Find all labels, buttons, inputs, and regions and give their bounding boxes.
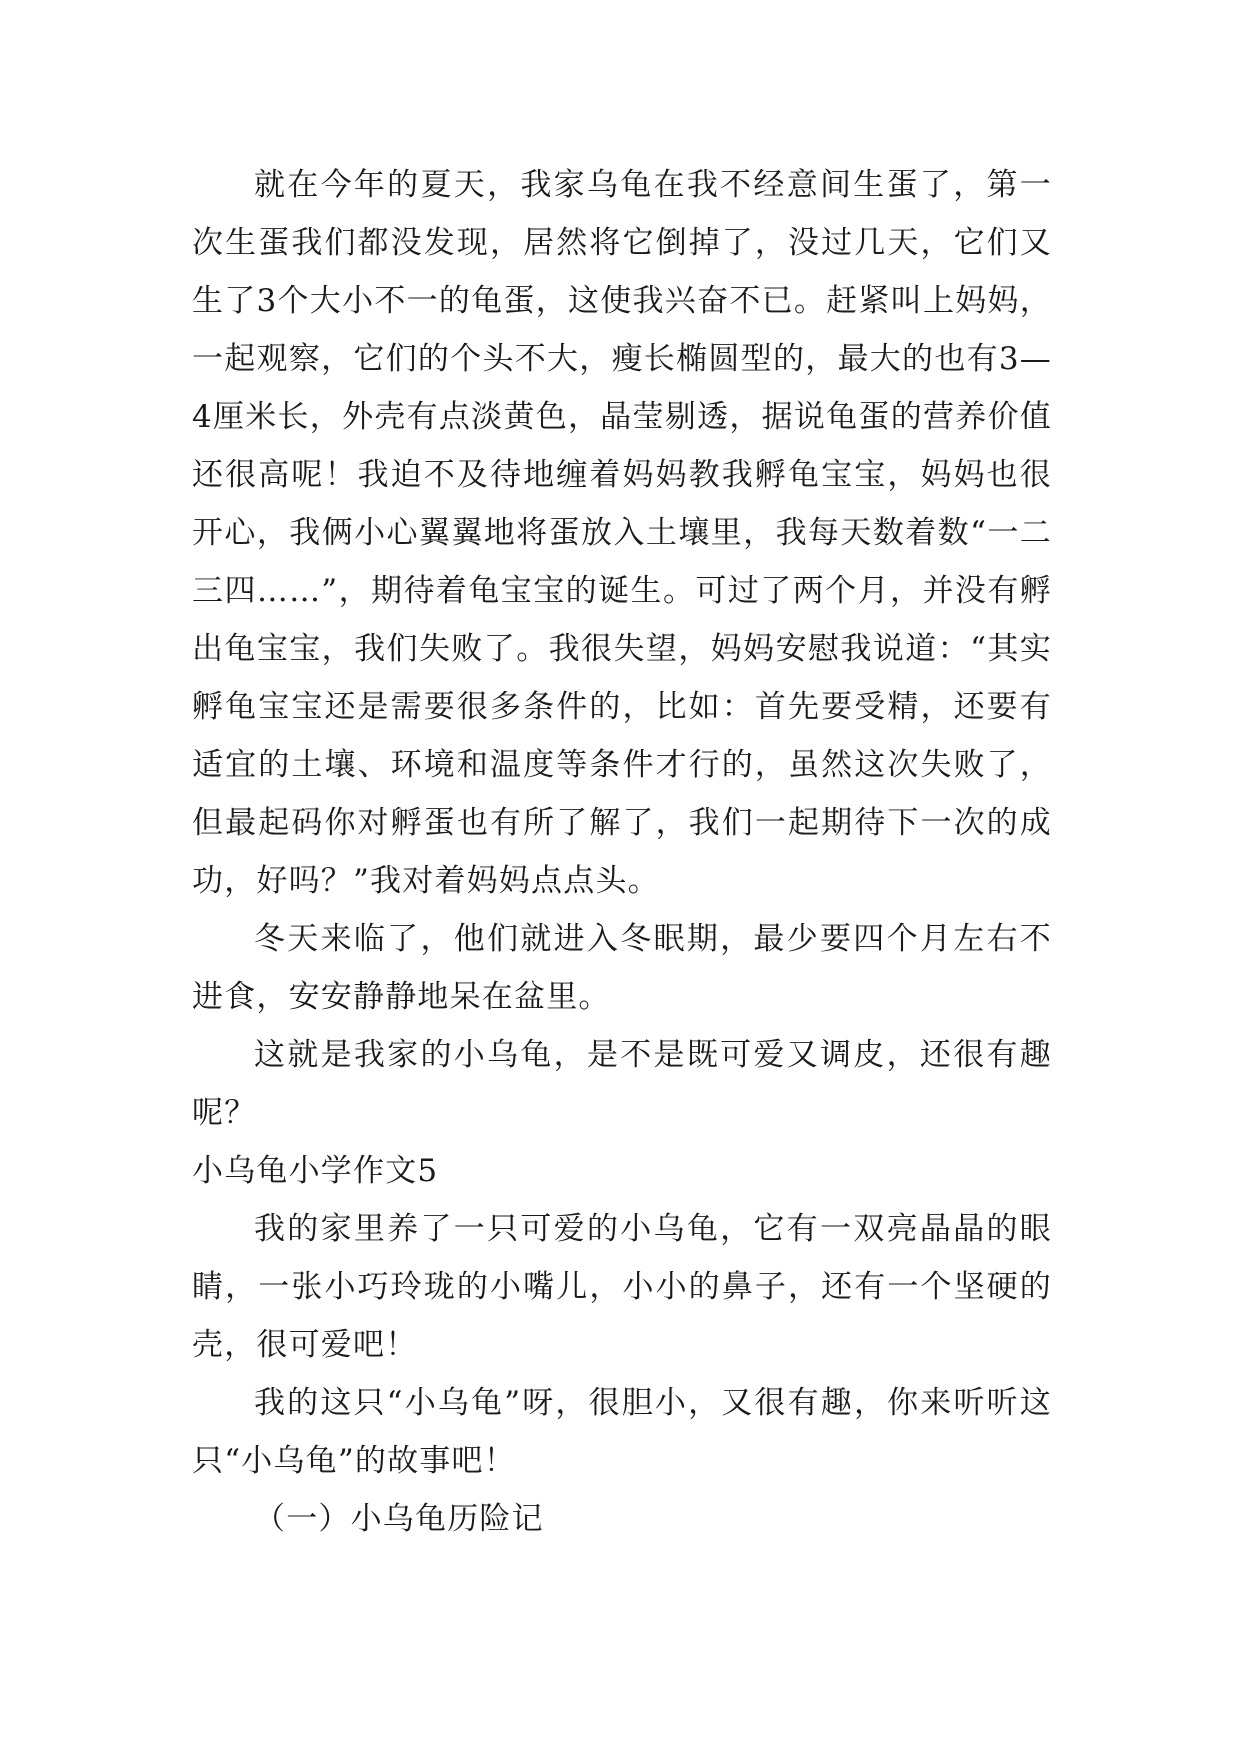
paragraph-conclusion: 这就是我家的小乌龟，是不是既可爱又调皮，还很有趣呢？ (192, 1037, 1052, 1131)
paragraph-hibernation: 冬天来临了，他们就进入冬眠期，最少要四个月左右不进食，安安静静地呆在盆里。 (192, 921, 1052, 1015)
paragraph-story-intro: 我的这只“小乌龟”呀，很胆小，又很有趣，你来听听这只“小乌龟”的故事吧！ (192, 1385, 1052, 1479)
section-title: 小乌龟小学作文5 (192, 1153, 439, 1189)
paragraph-turtle-description: 我的家里养了一只可爱的小乌龟，它有一双亮晶晶的眼睛，一张小巧玲珑的小嘴儿，小小的鼻子，还有一个坚硬的壳，很可爱吧！ (192, 1211, 1052, 1363)
subsection-title: （一）小乌龟历险记 (254, 1501, 544, 1537)
document-page (192, 156, 1052, 1548)
paragraph-turtle-eggs: 就在今年的夏天，我家乌龟在我不经意间生蛋了，第一次生蛋我们都没发现，居然将它倒掉了，没过几天，它们又生了3个大小不一的龟蛋，这使我兴奋不已。赶紧叫上妈妈，一起观察，它们的个头不大，瘦长椭圆型的，最大的也有3—4厘米长，外壳有点淡黄色，晶莹剔透，据说龟蛋的营养价值还很高呢！我迫不及待地缠着妈妈教我孵龟宝宝，妈妈也很开心，我俩小心翼翼地将蛋放入土壤里，我每天数着数“一二三四……”，期待着龟宝宝的诞生。可过了两个月，并没有孵出龟宝宝，我们失败了。我很失望，妈妈安慰我说道：“其实孵龟宝宝还是需要很多条件的，比如：首先要受精，还要有适宜的土壤、环境和温度等条件才行的，虽然这次失败了，但最起码你对孵蛋也有所了解了，我们一起期待下一次的成功，好吗？”我对着妈妈点点头。 (192, 167, 1052, 899)
